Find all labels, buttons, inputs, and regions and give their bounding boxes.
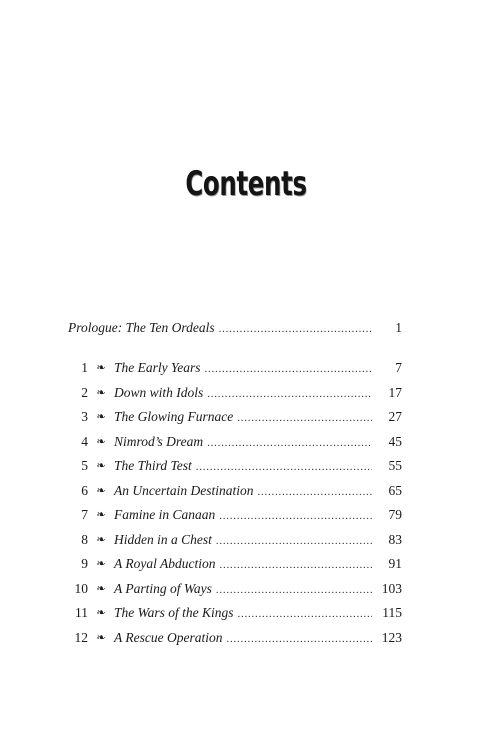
- toc-entry-title: Hidden in a Chest: [114, 531, 212, 547]
- toc-entry-title: The Glowing Furnace: [114, 409, 234, 424]
- toc-entry[interactable]: [68, 458, 402, 483]
- dot-leader: [216, 535, 372, 547]
- toc-entry-title: Down with Idols: [114, 384, 204, 400]
- dot-leader: [207, 388, 372, 400]
- fleuron-icon: ❧: [96, 509, 106, 521]
- toc-entry-title: A Parting of Ways: [114, 580, 212, 596]
- toc-entry-title: A Rescue Operation: [114, 629, 223, 645]
- chapter-number: 12: [74, 629, 88, 645]
- toc-prologue: [68, 320, 402, 345]
- chapter-number: 5: [81, 458, 88, 473]
- toc-entry[interactable]: [68, 483, 402, 508]
- chapter-number: 11: [75, 605, 88, 620]
- dot-leader: [205, 363, 372, 375]
- toc-entry-page: 1: [395, 320, 402, 335]
- toc-entry[interactable]: [68, 556, 402, 581]
- fleuron-icon: ❧: [96, 607, 106, 619]
- dot-leader: [219, 323, 372, 335]
- toc-entry-page: 79: [388, 507, 402, 522]
- fleuron-icon: ❧: [96, 533, 106, 546]
- chapter-number: 9: [81, 556, 88, 571]
- toc-entry-title: The Third Test: [114, 458, 192, 473]
- toc-entry[interactable]: [68, 409, 402, 434]
- toc-entry-page: 103: [381, 580, 402, 596]
- chapter-number: 2: [81, 384, 88, 400]
- toc-entry-title: The Wars of the Kings: [114, 605, 234, 620]
- toc-entry[interactable]: [68, 630, 402, 655]
- chapter-number: 4: [81, 433, 88, 449]
- fleuron-icon: ❧: [96, 631, 106, 644]
- toc-entry[interactable]: [68, 532, 402, 557]
- fleuron-icon: ❧: [96, 484, 106, 497]
- chapter-number: 6: [81, 482, 88, 498]
- toc-entry-page: 7: [395, 360, 402, 375]
- chapter-number: 3: [81, 409, 88, 424]
- chapter-number: 1: [81, 360, 88, 375]
- dot-leader: [196, 461, 372, 473]
- toc-entry-title: Prologue: The Ten Ordeals: [68, 320, 215, 335]
- fleuron-icon: ❧: [96, 460, 106, 472]
- fleuron-icon: ❧: [96, 558, 106, 570]
- dot-leader: [219, 510, 372, 522]
- fleuron-icon: ❧: [96, 386, 106, 399]
- fleuron-icon: ❧: [96, 582, 106, 595]
- toc-entry[interactable]: [68, 360, 402, 385]
- chapter-number: 10: [74, 580, 88, 596]
- toc-entry-page: 91: [388, 556, 402, 571]
- toc-entry-page: 83: [388, 531, 402, 547]
- dot-leader: [216, 584, 372, 596]
- dot-leader: [238, 608, 372, 620]
- toc-entry-page: 55: [388, 458, 402, 473]
- toc-entry[interactable]: [68, 507, 402, 532]
- page-title: Contents: [185, 164, 307, 204]
- dot-leader: [220, 559, 373, 571]
- toc-entry-title: The Early Years: [114, 360, 201, 375]
- toc-entry[interactable]: [68, 385, 402, 410]
- toc-entry[interactable]: [68, 581, 402, 606]
- toc-entry-page: 17: [388, 384, 402, 400]
- dot-leader: [226, 633, 372, 645]
- toc-entry-page: 115: [382, 605, 402, 620]
- toc-entry-title: An Uncertain Destination: [114, 482, 254, 498]
- dot-leader: [257, 486, 372, 498]
- toc-entry-prologue[interactable]: [68, 320, 402, 345]
- toc-entry[interactable]: [68, 434, 402, 459]
- toc-entry-title: A Royal Abduction: [114, 556, 216, 571]
- fleuron-icon: ❧: [96, 411, 106, 423]
- toc-chapter-list: [68, 360, 402, 654]
- toc-entry-page: 27: [388, 409, 402, 424]
- toc-entry-title: Nimrod’s Dream: [114, 433, 204, 449]
- dot-leader: [237, 412, 372, 424]
- fleuron-icon: ❧: [96, 362, 106, 374]
- chapter-number: 8: [81, 531, 88, 547]
- toc-entry[interactable]: [68, 605, 402, 630]
- toc-entry-title: Famine in Canaan: [114, 507, 216, 522]
- fleuron-icon: ❧: [96, 435, 106, 448]
- chapter-number: 7: [81, 507, 88, 522]
- toc-entry-page: 123: [381, 629, 402, 645]
- toc-entry-page: 65: [388, 482, 402, 498]
- toc-entry-page: 45: [388, 433, 402, 449]
- dot-leader: [207, 437, 372, 449]
